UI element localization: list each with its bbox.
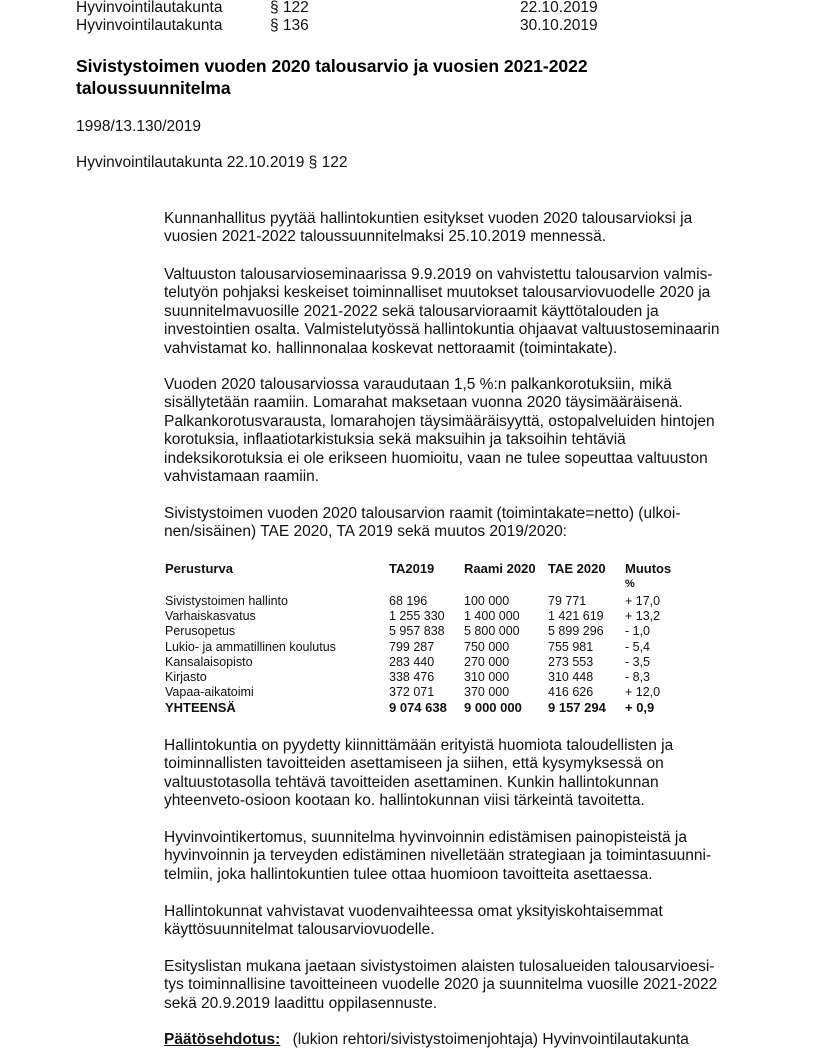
header-percent: % bbox=[625, 578, 635, 590]
table-row: Vapaa-aikatoimi 372 071 370 000 416 626 + 12,0 bbox=[165, 685, 661, 700]
table-row: Sivistystoimen hallinto 68 196 100 000 79 771 + 17,0 bbox=[165, 594, 661, 608]
header-body: Hyvinvointilautakunta bbox=[76, 0, 223, 16]
paragraph-agenda: Esityslistan mukana jaetaan sivistystoimen alaisten tulosalueiden talousarvioesi- tys toiminnallisine tavoitteineen vuodelle 2020 ja suunnitelma vuosille 2021-2022 sekä 20.9.2019 laadittu oppilasennuste. bbox=[164, 958, 718, 1012]
diary-number: 1998/13.130/2019 bbox=[76, 118, 201, 135]
header-section: § 122 bbox=[270, 0, 309, 16]
paragraph-usage-plans: Hallintokunnat vahvistavat vuodenvaihteessa omat yksityiskohtaisemmat käyttösuunnitelmat talousarviovuodelle. bbox=[164, 903, 663, 939]
paragraph-salary: Vuoden 2020 talousarviossa varaudutaan 1,5 %:n palkankorotuksiin, mikä sisällytetään raamiin. Lomarahat maksetaan vuonna 2020 täysimääräisenä. Palkankorotusvarausta, lomarahojen täysimääräisyyttä, ostopalveluiden hintojen korotuksia, inflaatiotarkistuksia sekä maksuihin ja taksoihin tehtäviä indeksikorotuksia ei ole erikseen huomioitu, vaan ne tulee sopeuttaa valtuuston vahvistamaan raamiin. bbox=[164, 376, 715, 486]
table-row: Kansalaisopisto 283 440 270 000 273 553 - 3,5 bbox=[165, 654, 651, 669]
header-muutos: Muutos bbox=[625, 561, 672, 576]
header-ta2019: TA2019 bbox=[389, 561, 435, 576]
header-row bbox=[76, 0, 776, 17]
budget-table bbox=[165, 561, 705, 716]
document-title bbox=[76, 55, 716, 99]
table-header-subrow bbox=[165, 577, 705, 594]
table-total-row: YHTEENSÄ 9 074 638 9 000 000 9 157 294 + 0,9 bbox=[165, 700, 655, 716]
header-section: § 136 bbox=[270, 17, 309, 34]
table-row: Kirjasto 338 476 310 000 310 448 - 8,3 bbox=[165, 669, 651, 684]
table-row: Varhaiskasvatus 1 255 330 1 400 000 1 421 619 + 13,2 bbox=[165, 609, 661, 624]
paragraph-goals: Hallintokuntia on pyydetty kiinnittämään erityistä huomiota taloudellisten ja toiminnallisten tavoitteiden asettamiseen ja siihen, että kysymyksessä on valtuustotasolla tehtävä tavoitteiden asettaminen. Kunkin hallintokunnan yhteenveto-osioon kootaan ko. hallintokunnan viisi tärkeintä tavoitetta. bbox=[164, 737, 674, 810]
title-line: Sivistystoimen vuoden 2020 talousarvio ja vuosien 2021-2022 bbox=[76, 56, 588, 76]
header-date: 30.10.2019 bbox=[520, 17, 598, 34]
paragraph-table-intro: Sivistystoimen vuoden 2020 talousarvion raamit (toimintakate=netto) (ulkoi- nen/sisäinen) TAE 2020, TA 2019 sekä muutos 2019/2020: bbox=[164, 505, 681, 541]
header-tae2020: TAE 2020 bbox=[548, 561, 606, 576]
header-row bbox=[76, 17, 776, 35]
paragraph-seminar: Valtuuston talousarvioseminaarissa 9.9.2019 on vahvistettu talousarvion valmis- telutyön pohjaksi keskeiset toiminnalliset muutokset talousarviovuodelle 2020 ja suunnitelmavuosille 2021-2022 sekä talousarvioraamit käyttötalouden ja investointien osalta. Valmistelutyössä hallintokuntia ohjaavat valtuustoseminaarin vahvistamat ko. hallinnonalaa koskevat nettoraamit (toimintakate). bbox=[164, 266, 720, 357]
header-body: Hyvinvointilautakunta bbox=[76, 17, 223, 34]
title-line: taloussuunnitelma bbox=[76, 78, 231, 98]
header-perusturva: Perusturva bbox=[165, 561, 233, 576]
header-raami2020: Raami 2020 bbox=[464, 561, 536, 576]
table-header-row bbox=[165, 561, 705, 577]
table-row: Lukio- ja ammatillinen koulutus 799 287 750 000 755 981 - 5,4 bbox=[165, 639, 651, 654]
meeting-reference: Hyvinvointilautakunta 22.10.2019 § 122 bbox=[76, 154, 348, 171]
table-row: Perusopetus 5 957 838 5 800 000 5 899 296 - 1,0 bbox=[165, 624, 651, 639]
decision-proposal bbox=[164, 1031, 689, 1049]
paragraph-wellbeing: Hyvinvointikertomus, suunnitelma hyvinvoinnin edistämisen painopisteistä ja hyvinvoinnin ja terveyden edistäminen nivelletään strategiaan ja toimintasuunni- telmiin, joka hallintokuntien tulee ottaa huomioon tavoitteita asettaessa. bbox=[164, 829, 712, 883]
decision-text: (lukion rehtori/sivistystoimenjohtaja) Hyvinvointilautakunta bbox=[292, 1031, 689, 1048]
decision-label: Päätösehdotus: bbox=[164, 1031, 281, 1048]
paragraph-request: Kunnanhallitus pyytää hallintokuntien esitykset vuoden 2020 talousarvioksi ja vuosien 2021-2022 taloussuunnitelmaksi 25.10.2019 mennessä. bbox=[164, 210, 693, 246]
header-date: 22.10.2019 bbox=[520, 0, 598, 16]
